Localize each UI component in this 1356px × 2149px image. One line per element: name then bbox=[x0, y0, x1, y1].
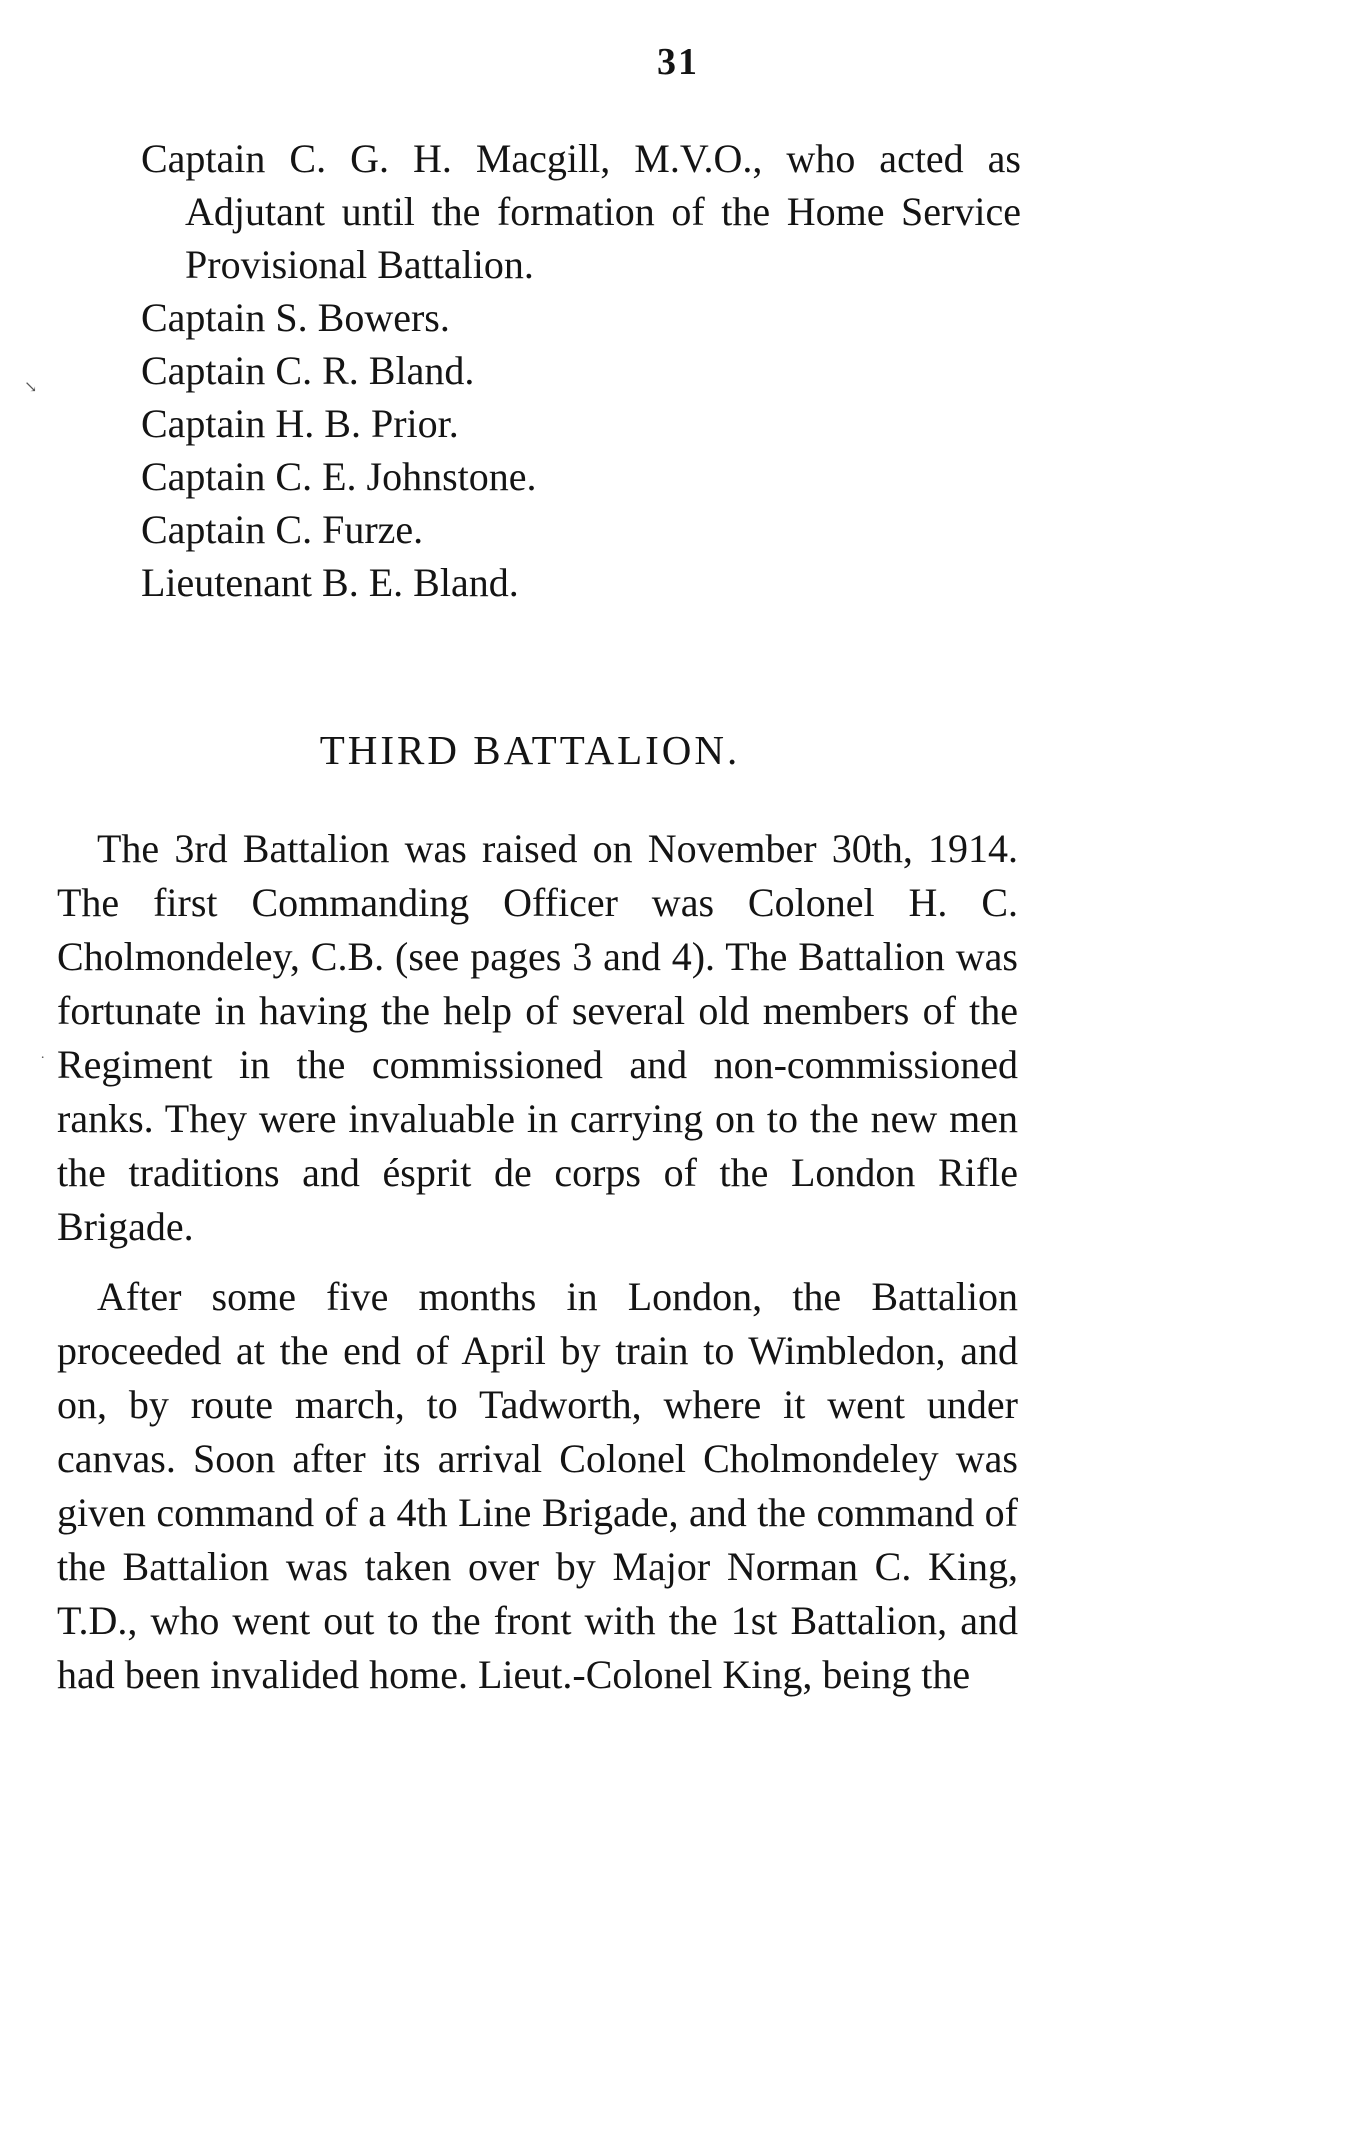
officer-entry-prior: Captain H. B. Prior. bbox=[141, 401, 459, 446]
officer-entry-furze: Captain C. Furze. bbox=[141, 507, 424, 552]
officer-entry-bland-c: Captain C. R. Bland. bbox=[141, 348, 475, 393]
officer-entry-bowers: Captain S. Bowers. bbox=[141, 295, 450, 340]
officer-entry-johnstone: Captain C. E. Johnstone. bbox=[141, 454, 537, 499]
scan-speck: ˙ bbox=[40, 1054, 46, 1071]
officer-entry-bland-b: Lieutenant B. E. Bland. bbox=[141, 560, 519, 605]
page-number: 31 bbox=[657, 41, 699, 83]
scan-speck: ↘ bbox=[24, 379, 38, 396]
section-heading: THIRD BATTALION. bbox=[319, 727, 741, 773]
officer-list bbox=[141, 132, 1021, 609]
paragraph-1: The 3rd Battalion was raised on November 30th, 1914. The first Commanding Officer was Colonel H. C. Cholmondeley, C.B. (see pages 3 and 4). The Battalion was fortunate in having the help of several old members of the Regiment in the commissioned and non-commissioned ranks. They were invaluable in carrying on to the new men the traditions and ésprit de corps of the London Rifle Brigade. bbox=[57, 826, 1018, 1249]
section-body bbox=[57, 822, 1018, 1718]
officer-entry-macgill: Captain C. G. H. Macgill, M.V.O., who acted as Adjutant until the formation of the Home Service Provisional Battalion. bbox=[141, 136, 1021, 287]
paragraph-2: After some five months in London, the Battalion proceeded at the end of April by train to Wimbledon, and on, by route march, to Tadworth, where it went under canvas. Soon after its arrival Colonel Cholmondeley was given command of a 4th Line Brigade, and the command of the Battalion was taken over by Major Norman C. King, T.D., who went out to the front with the 1st Battalion, and had been invalided home. Lieut.-Colonel King, being the bbox=[57, 1274, 1018, 1697]
